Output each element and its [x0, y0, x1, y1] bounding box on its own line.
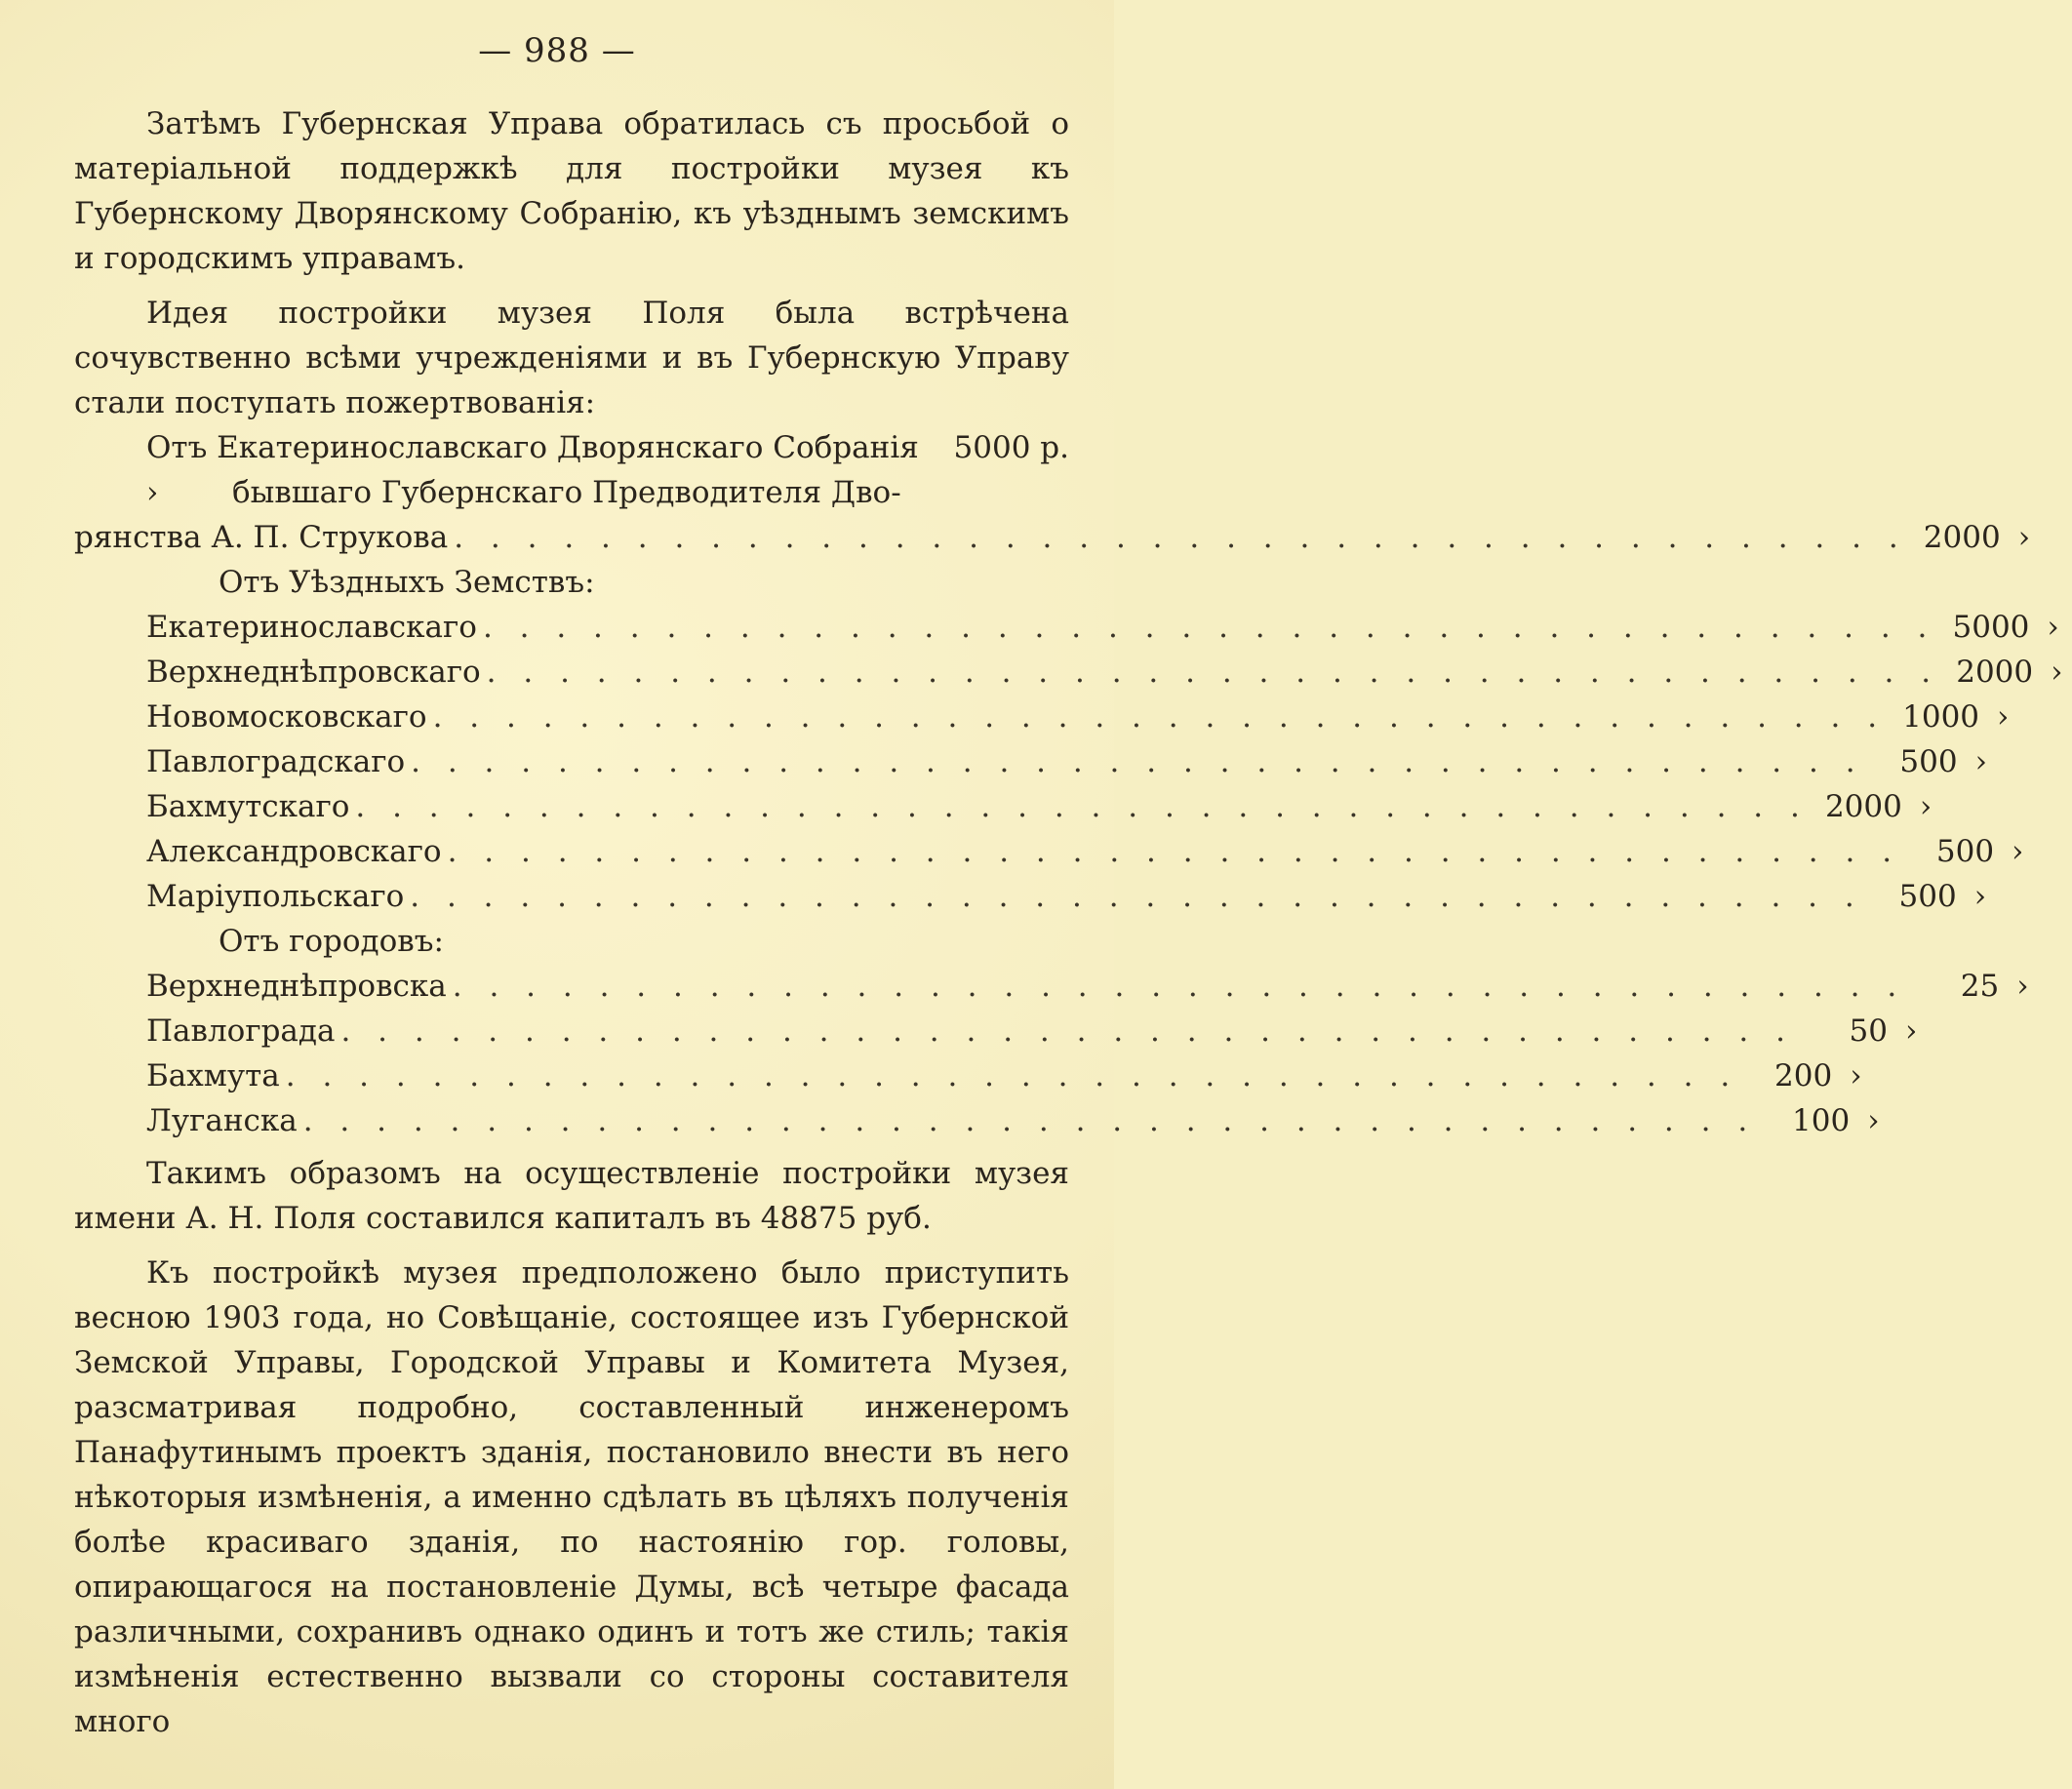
ditto-mark: › — [1867, 1103, 1880, 1138]
donation-label: Павлограда — [146, 1014, 336, 1049]
leader-dots: . . . . . . . . . . . . . . . . . . . . . . . . . . . . . . . . . . . . . . . . — [411, 744, 1864, 779]
list-item — [74, 784, 1933, 829]
leader-dots: . . . . . . . . . . . . . . . . . . . . . . . . . . . . . . . . . . . . . . . . — [454, 520, 1907, 555]
list-item — [74, 650, 2063, 695]
ditto-mark: › — [2051, 655, 2063, 690]
leader-dots: . . . . . . . . . . . . . . . . . . . . . . . . . . . . . . . . . . . . . . . . — [452, 969, 1906, 1004]
ditto-mark: › — [1973, 879, 1987, 914]
list-item — [74, 1054, 1862, 1098]
donation-amount: 50 — [1849, 1014, 1888, 1049]
list-item — [74, 874, 1987, 919]
zemstvos-heading: Отъ Уѣздныхъ Земствъ: — [219, 565, 595, 600]
donation-amount: 500 — [1899, 744, 1958, 779]
donation-label: бывшаго Губернскаго Предводителя Дво- — [232, 475, 901, 510]
donation-amount: 2000 — [1824, 789, 1902, 824]
list-item — [74, 1098, 1880, 1143]
donation-amount: 2000 — [1956, 655, 2034, 690]
ditto-mark: › — [2047, 610, 2059, 645]
donation-amount: 500 — [1898, 879, 1957, 914]
ditto-mark: › — [1997, 699, 2010, 735]
ditto-mark: › — [1904, 1014, 1918, 1049]
paragraph-donations-intro: Идея постройки музея Поля была встрѣчена сочувственно всѣми учрежденіями и въ Губернскую Управу стали поступать пожертвованія: — [74, 296, 1069, 420]
donation-label: Бахмутскаго — [146, 789, 350, 824]
ditto-mark: › — [2012, 834, 2024, 869]
leader-dots: . . . . . . . . . . . . . . . . . . . . . . . . . . . . . . . . . . . . . . . . — [486, 655, 1940, 690]
leader-dots: . . . . . . . . . . . . . . . . . . . . . . . . . . . . . . . . . . . . . . . . — [340, 1014, 1794, 1049]
leader-dots: . . . . . . . . . . . . . . . . . . . . . . . . . . . . . . . . . . . . . . . . — [482, 610, 1936, 645]
paragraph-capital-total: Такимъ образомъ на осуществленіе постройки музея имени А. Н. Поля составился капиталъ въ 48875 руб. — [74, 1156, 1069, 1236]
leader-dots: . . . . . . . . . . . . . . . . . . . . . . . . . . . . . . . . . . . . . . . . — [410, 879, 1863, 914]
donation-amount: 1000 — [1902, 699, 1980, 735]
donation-label: Бахмута — [146, 1058, 280, 1093]
ditto-mark: › — [1974, 744, 1987, 779]
donation-row-former-marshal-line1 — [74, 470, 1069, 515]
donation-amount: 500 — [1935, 834, 1995, 869]
donation-label: Маріупольскаго — [146, 879, 405, 914]
list-item — [74, 1009, 1918, 1054]
donation-label: Верхнеднѣпровскаго — [146, 655, 481, 690]
donation-label: Новомосковскаго — [146, 699, 427, 735]
ditto-mark: › — [2016, 969, 2029, 1004]
donation-label: Отъ Екатеринославскаго Дворянскаго Собранія — [146, 430, 919, 465]
donation-list — [74, 425, 2063, 1143]
list-item — [74, 829, 2024, 874]
donation-amount: 5000 — [1952, 610, 2030, 645]
donation-label: Луганска — [146, 1103, 298, 1138]
donation-label: рянства А. П. Струкова — [74, 520, 449, 555]
paragraph-request: Затѣмъ Губернская Управа обратилась съ просьбой о матеріальной поддержкѣ для постройки музея къ Губернскому Дворянскому Собранію, къ уѣзднымъ земскимъ и городскимъ управамъ. — [74, 106, 1069, 276]
donation-label: Александровскаго — [146, 834, 442, 869]
ditto-mark: › — [1850, 1058, 1862, 1093]
donation-amount: 25 — [1960, 969, 2000, 1004]
list-item — [74, 964, 2029, 1009]
donation-amount: 5000 р. — [953, 430, 1069, 465]
paragraph-construction: Къ постройкѣ музея предположено было приступить весною 1903 года, но Совѣщаніе, состоящее изъ Губернской Земской Управы, Городской Управы и Комитета Музея, разсматривая подробно, составленный инженеромъ Панафутинымъ проектъ зданія, постановило внести въ него нѣкоторыя измѣненія, а именно сдѣлать въ цѣляхъ полученія болѣе красиваго зданія, по настоянію гор. головы, опирающагося на постановленіе Думы, всѣ четыре фасада различными, сохранивъ однако одинъ и тотъ же стиль; такія измѣненія естественно вызвали со стороны составителя много — [74, 1255, 1069, 1739]
list-item — [74, 695, 2010, 739]
leader-dots: . . . . . . . . . . . . . . . . . . . . . . . . . . . . . . . . . . . . . . . . — [302, 1103, 1757, 1138]
ditto-mark: › — [1919, 789, 1933, 824]
ditto-mark: › — [146, 475, 159, 510]
donation-label: Верхнеднѣпровска — [146, 969, 447, 1004]
leader-dots: . . . . . . . . . . . . . . . . . . . . . . . . . . . . . . . . . . . . . . . . — [355, 789, 1809, 824]
list-item — [74, 605, 2059, 650]
page-number: — 988 — — [478, 31, 636, 70]
leader-dots: . . . . . . . . . . . . . . . . . . . . . . . . . . . . . . . . . . . . . . . . — [432, 699, 1887, 735]
donation-amount: 2000 — [1923, 520, 2001, 555]
body-text — [74, 101, 2063, 1744]
donation-label: Екатеринославскаго — [146, 610, 477, 645]
donation-row-former-marshal-line2 — [74, 515, 2031, 560]
donation-amount: 200 — [1774, 1058, 1833, 1093]
leader-dots: . . . . . . . . . . . . . . . . . . . . . . . . . . . . . . . . . . . . . . . . — [285, 1058, 1739, 1093]
list-item — [74, 739, 1987, 784]
cities-heading: Отъ городовъ: — [219, 924, 444, 959]
ditto-mark: › — [2017, 520, 2031, 555]
leader-dots: . . . . . . . . . . . . . . . . . . . . . . . . . . . . . . . . . . . . . . . . — [447, 834, 1901, 869]
donation-label: Павлоградскаго — [146, 744, 406, 779]
donation-row-noble-assembly — [74, 425, 1069, 470]
donation-amount: 100 — [1792, 1103, 1851, 1138]
